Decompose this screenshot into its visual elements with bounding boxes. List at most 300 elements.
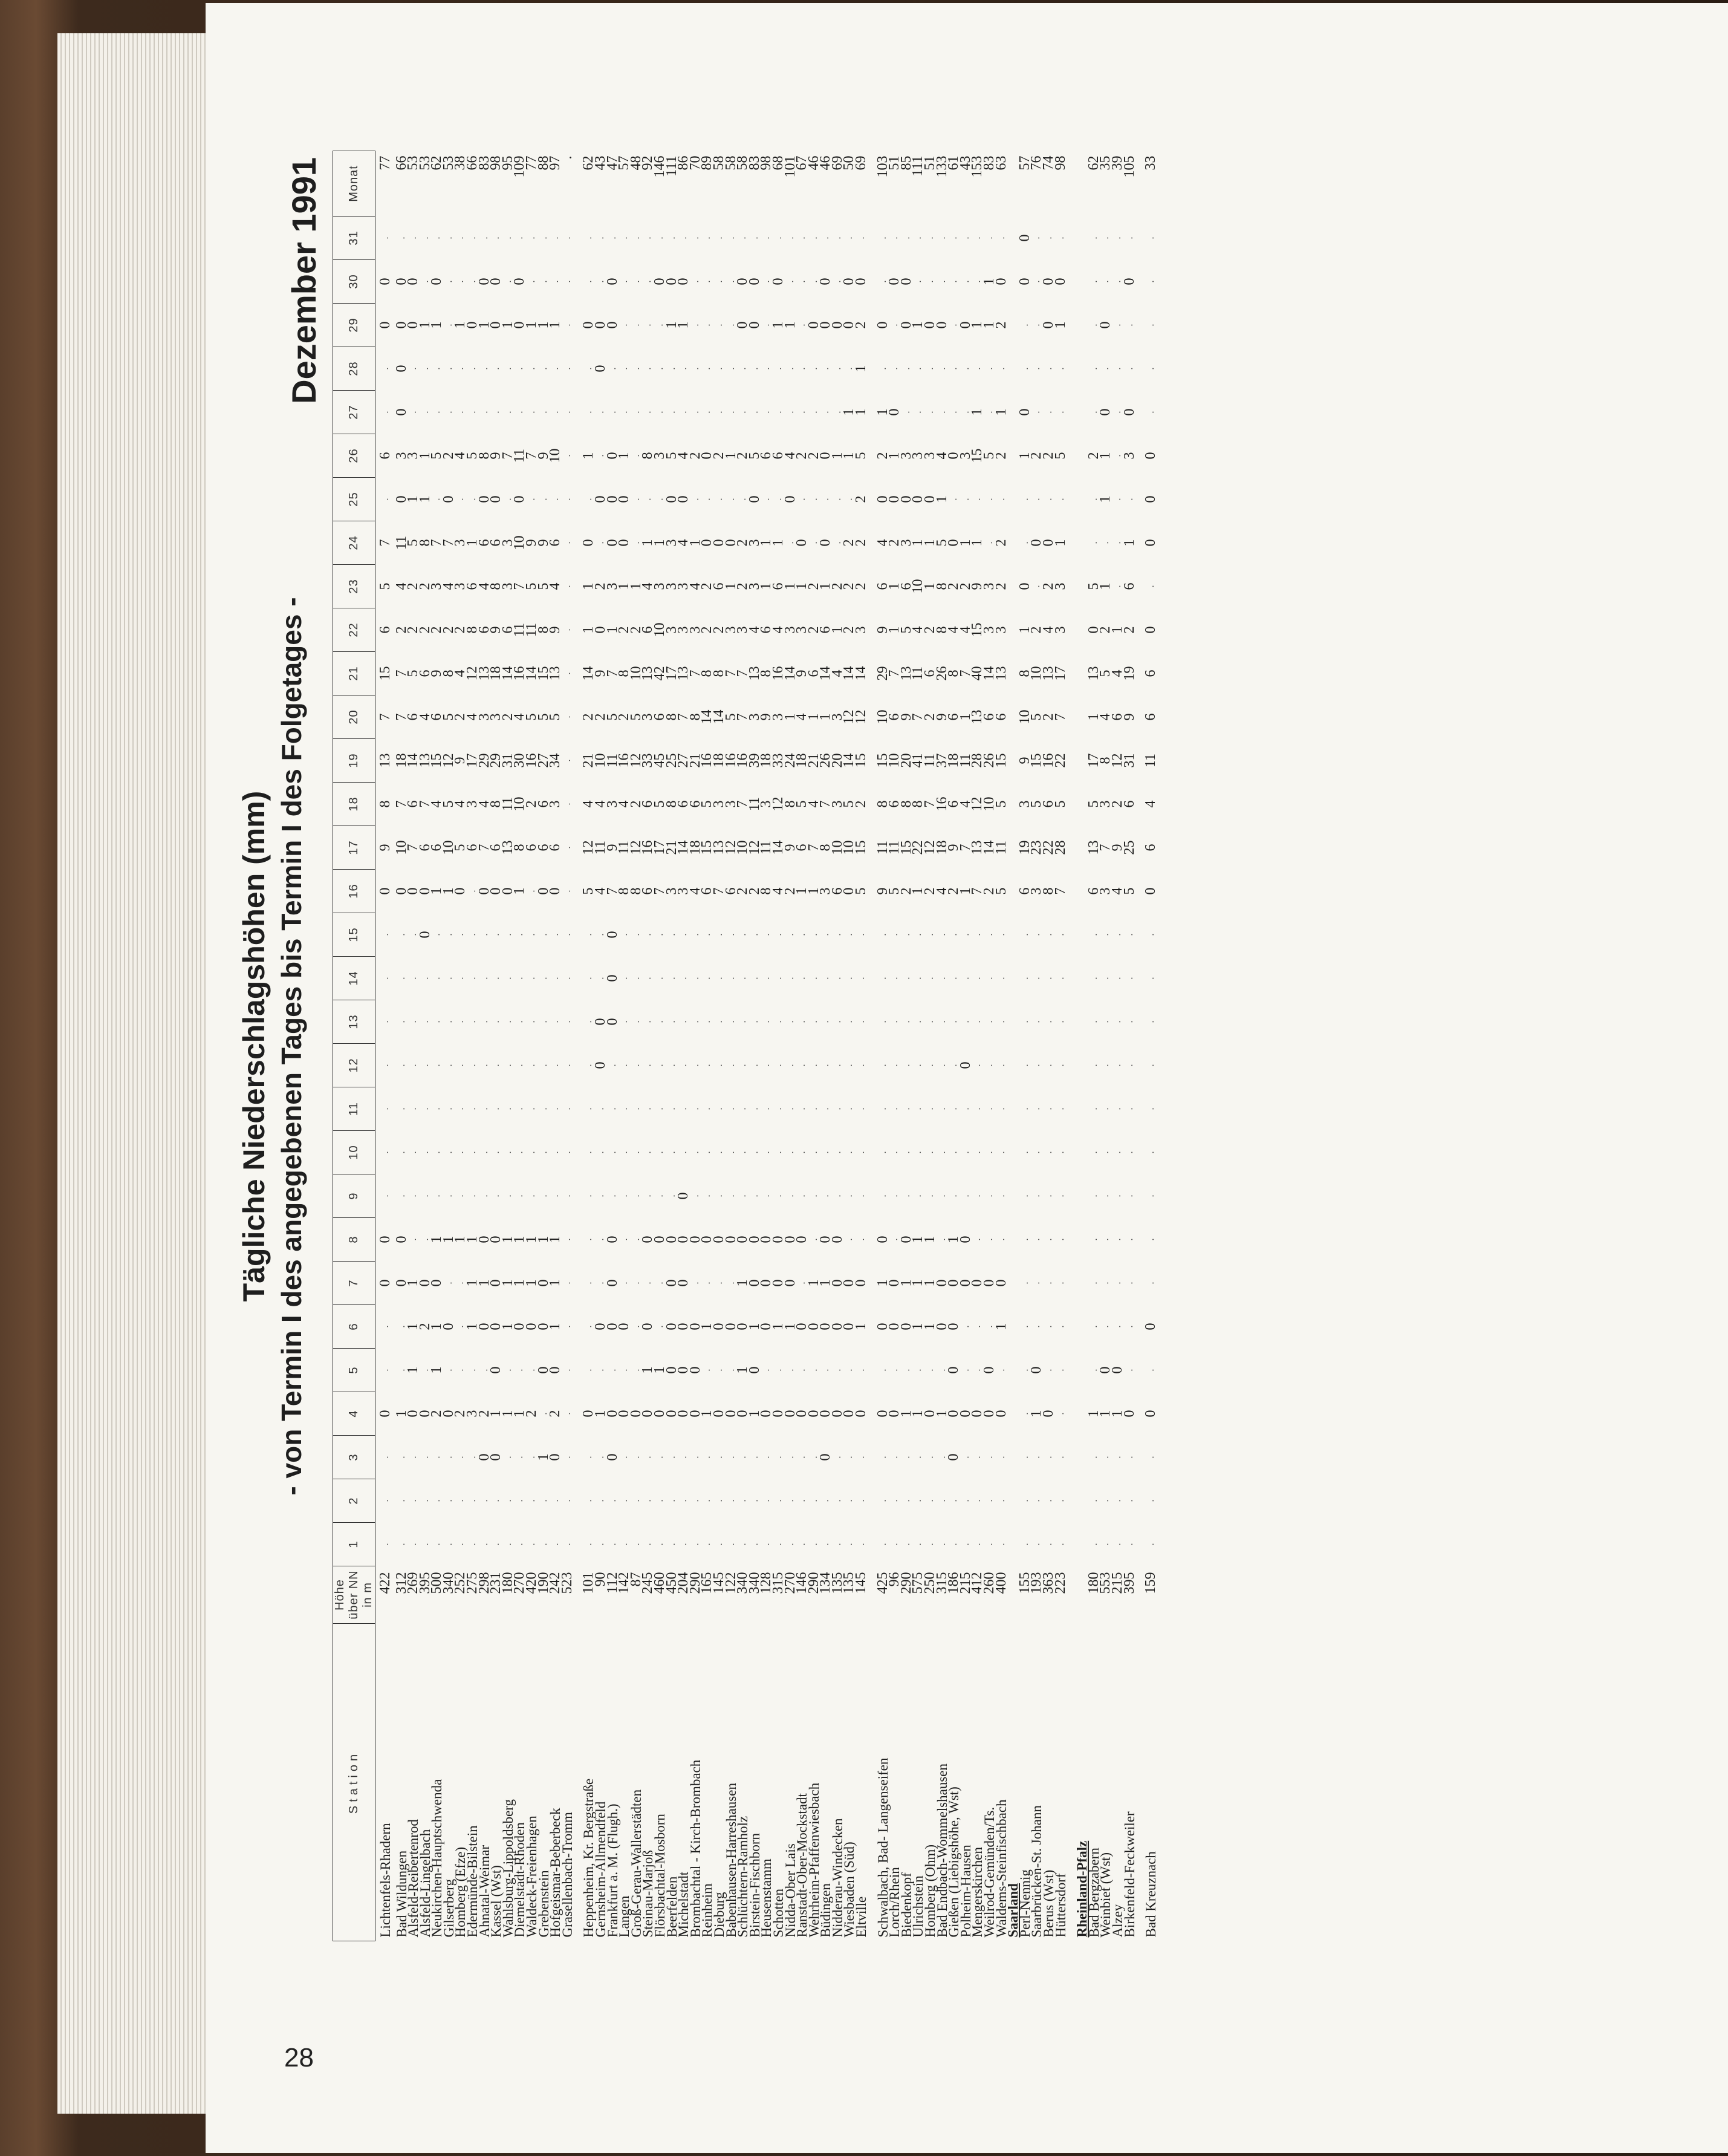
daily-value: 8 [910,800,926,808]
daily-value: . [1146,1499,1157,1502]
daily-value: 1 [993,408,1009,416]
daily-value: . [619,1238,630,1241]
daily-value: . [856,1020,867,1023]
daily-value: . [1100,1325,1111,1328]
daily-value: . [420,1194,430,1197]
daily-value: . [619,1151,630,1154]
daily-value: 1 [746,1323,762,1330]
daily-value: 7 [723,669,739,677]
daily-value: . [738,933,749,936]
daily-value: . [877,367,888,370]
daily-value: . [443,1456,454,1459]
daily-value: 0 [946,1453,962,1461]
daily-value: 7 [957,669,973,677]
table-row [678,151,690,1941]
daily-value: 5 [981,452,997,460]
daily-value: . [420,411,430,414]
daily-value: 5 [853,887,869,895]
daily-value: . [797,1020,808,1023]
daily-value: . [562,1107,573,1110]
daily-value: 1 [616,582,632,590]
daily-value: . [527,890,538,893]
station-name: Gilserberg [441,1878,456,1938]
daily-value: . [455,1020,466,1023]
daily-value: 1 [957,539,973,547]
day-header: 5 [333,1349,375,1392]
daily-value: . [396,1107,407,1110]
daily-value: 12 [464,666,481,681]
station-altitude: 231 [488,1572,504,1594]
daily-value: . [949,498,960,501]
daily-value: . [654,324,665,327]
daily-value: 0 [946,1279,962,1287]
monthly-total: 46 [805,155,822,171]
table-row [701,151,713,1941]
daily-value: . [596,236,606,239]
daily-value: 0 [628,1410,644,1418]
daily-value: 0 [886,1410,903,1418]
daily-value: . [502,1064,513,1067]
daily-value: 0 [547,1453,564,1461]
daily-value: 7 [604,669,620,677]
daily-value [1076,1044,1088,1087]
daily-value: 3 [651,582,667,590]
daily-value: . [1100,1151,1111,1154]
daily-value: . [538,280,549,283]
daily-value: . [913,1194,924,1197]
daily-value: 6 [758,626,775,634]
daily-value: 12 [440,753,456,768]
daily-value: . [380,411,391,414]
daily-value: 3 [640,713,656,721]
daily-value: . [432,1194,443,1197]
daily-value: . [1146,1369,1157,1372]
daily-value: . [901,1456,912,1459]
daily-value: 15 [969,622,986,637]
daily-value: . [562,1282,573,1285]
daily-value: . [773,1194,784,1197]
daily-value: 2 [616,713,632,721]
daily-value: . [502,1499,513,1502]
daily-value: . [901,1543,912,1546]
daily-value: 0 [675,1236,692,1243]
daily-value: . [808,1194,819,1197]
daily-value: . [960,498,971,501]
station-name: Nidderau-Windecken [830,1818,845,1938]
daily-value: 4 [417,713,433,721]
daily-value: . [515,1543,525,1546]
daily-value: 0 [782,1410,798,1418]
daily-value: . [738,1499,749,1502]
station-altitude: 270 [782,1572,798,1594]
daily-value: 4 [934,887,950,895]
daily-value: 0 [405,887,421,895]
daily-value: . [785,1194,796,1197]
daily-value: . [550,498,561,501]
daily-value: 4 [675,452,692,460]
daily-value: . [1055,367,1066,370]
daily-value: 13 [499,840,516,855]
daily-value: 0 [1097,321,1114,329]
month-label: Dezember 1991 [285,157,323,404]
daily-value: . [420,1064,430,1067]
daily-value: 4 [957,800,973,808]
daily-value: . [443,280,454,283]
station-name: Lichtenfels-Rhadern [377,1823,393,1938]
daily-value: . [583,1238,594,1241]
daily-value: . [631,1064,642,1067]
daily-value: 14 [841,666,857,681]
daily-value: . [844,1151,855,1154]
table-row [502,151,515,1941]
table-row [375,151,396,1941]
station-altitude: 122 [723,1572,739,1594]
daily-value: . [420,1020,430,1023]
daily-value: 0 [1040,278,1056,285]
daily-value: . [666,1499,677,1502]
daily-value: 12 [1109,753,1125,768]
daily-value: 4 [957,626,973,634]
daily-value: 3 [758,800,775,808]
daily-value: 27 [535,753,551,768]
daily-value: . [797,280,808,283]
daily-value: . [972,1151,983,1154]
daily-value: 3 [675,887,692,895]
daily-value: 1 [452,1236,469,1243]
daily-value: . [596,1499,606,1502]
daily-value: . [960,1107,971,1110]
daily-value: . [515,1369,525,1372]
daily-value: 1 [1085,713,1102,721]
daily-value: 1 [782,321,798,329]
daily-value: 11 [593,840,608,855]
table-row [1112,151,1124,1941]
daily-value: . [643,1194,654,1197]
daily-value: 1 [512,1279,528,1287]
daily-value: 1 [616,452,632,460]
daily-value: 0 [957,1061,973,1069]
daily-value: . [678,236,689,239]
station-altitude: 180 [499,1572,516,1594]
daily-value: 13 [898,666,914,681]
daily-value: . [455,977,466,980]
daily-value: . [527,1499,538,1502]
station-altitude: 412 [969,1572,986,1594]
station-altitude: 242 [547,1572,564,1594]
table-row [467,151,479,1941]
daily-value: . [1055,977,1066,980]
daily-value: . [832,541,843,544]
daily-value: 1 [464,539,481,547]
daily-value: . [619,977,630,980]
daily-value: . [877,1151,888,1154]
daily-value: 5 [405,669,421,677]
daily-value: . [467,933,478,936]
daily-value: 14 [710,709,727,725]
daily-value: . [631,1107,642,1110]
page-subtitle: - von Termin I des angegebenen Tages bis Termin I des Folgetages - [276,597,307,1496]
daily-value: 1 [417,452,433,460]
daily-value: . [479,367,490,370]
daily-value: 0 [580,539,597,547]
daily-value: 4 [452,669,469,677]
daily-value: 13 [1085,666,1102,681]
daily-value: 1 [922,1279,938,1287]
daily-value: . [1124,1064,1135,1067]
daily-value: 6 [640,626,656,634]
daily-value: 1 [910,1279,926,1287]
daily-value: . [1146,411,1157,414]
daily-value: . [749,933,760,936]
daily-value: 5 [405,539,421,547]
station-name: Hofgeismar-Beberbeck [548,1808,564,1938]
daily-value: . [1146,280,1157,283]
daily-value: . [596,933,606,936]
daily-value: . [901,1064,912,1067]
daily-value: . [761,324,772,327]
daily-value: 0 [604,321,620,329]
table-row [514,151,526,1941]
daily-value: 0 [604,1279,620,1287]
station-name: Steinau-Marjoß [640,1850,656,1938]
daily-value [1076,1000,1088,1044]
daily-value: . [937,977,947,980]
daily-value: . [583,1369,594,1372]
daily-value: . [550,367,561,370]
daily-value: 0 [651,1410,667,1418]
daily-value: 1 [758,539,775,547]
monthly-total: 98 [758,155,775,171]
daily-value: . [832,1064,843,1067]
monthly-total: 77 [377,155,393,171]
daily-value: . [856,1369,867,1372]
daily-value: . [1055,1499,1066,1502]
daily-value: 2 [735,452,751,460]
daily-value: . [1043,1499,1054,1502]
daily-value: . [773,1064,784,1067]
daily-value: 1 [910,539,926,547]
daily-value: . [761,933,772,936]
daily-value: . [538,1412,549,1415]
daily-value: . [844,1499,855,1502]
daily-value: . [432,498,443,501]
daily-value: 8 [628,887,644,895]
rotated-content [236,139,1699,1953]
daily-value: 0 [663,1410,680,1418]
daily-value: . [1019,1064,1030,1067]
daily-value: 1 [794,887,810,895]
daily-value: . [773,1020,784,1023]
daily-value: 0 [1143,495,1159,503]
daily-value: 0 [604,1018,620,1026]
daily-value: 0 [898,495,914,503]
daily-value: . [773,498,784,501]
daily-value: 0 [710,1323,727,1330]
daily-value: 6 [1143,713,1159,721]
daily-value: . [996,1238,1007,1241]
daily-value: 0 [616,1410,632,1418]
station-altitude: 312 [393,1572,409,1594]
daily-value: 18 [687,840,703,855]
daily-value: . [1031,1107,1042,1110]
daily-value: . [1055,236,1066,239]
daily-value: 2 [699,626,715,634]
daily-value: 4 [934,452,950,460]
daily-value: 0 [1028,1366,1045,1374]
daily-value: . [562,585,573,588]
spacer-row [868,151,877,1941]
station-name: Wahlsburg-Lippoldsberg [500,1799,516,1938]
daily-value: . [761,977,772,980]
daily-value: 0 [946,452,962,460]
daily-value: . [820,236,831,239]
daily-value: 5 [723,713,739,721]
daily-value: . [443,1151,454,1154]
daily-value: . [396,1064,407,1067]
daily-value: 0 [377,278,393,285]
daily-value: 3 [464,800,481,808]
monthly-total: 98 [1052,155,1068,171]
daily-value: 0 [393,321,409,329]
daily-value: . [1043,1064,1054,1067]
daily-value: 0 [476,495,492,503]
daily-value: 25 [1121,840,1137,855]
daily-value: . [643,1543,654,1546]
station-name: Gießen (Liebigshöhe, Wst) [946,1786,962,1938]
daily-value: 8 [377,800,393,808]
daily-value: . [455,280,466,283]
daily-value [1076,1131,1088,1174]
daily-value: . [1088,1151,1099,1154]
table-row [562,151,574,1941]
daily-value: . [491,1499,502,1502]
station-name: Lorch/Rhein [887,1867,903,1938]
monthly-total: 105 [1121,155,1137,178]
station-altitude: 340 [440,1572,456,1594]
daily-value: . [785,1369,796,1372]
daily-value: . [925,1064,936,1067]
daily-value: . [380,1543,391,1546]
daily-value: . [690,1499,701,1502]
daily-value: . [1088,541,1099,544]
daily-value: . [479,1369,490,1372]
station-altitude: 90 [593,1572,608,1587]
daily-value: . [583,977,594,980]
daily-value: 6 [699,887,715,895]
monthly-total: 68 [770,155,786,171]
daily-value: . [1019,1194,1030,1197]
daily-value: . [654,1499,665,1502]
daily-value: . [1146,1064,1157,1067]
daily-value: . [583,1064,594,1067]
daily-value: 7 [440,539,456,547]
daily-value: . [479,1151,490,1154]
daily-value: 2 [1040,452,1056,460]
daily-value: . [467,1194,478,1197]
daily-value: 0 [874,1323,891,1330]
daily-value: 5 [524,582,540,590]
daily-value: 1 [1016,452,1033,460]
station-name: Weinbiet (Wst) [1098,1852,1114,1938]
daily-value: . [972,1107,983,1110]
daily-value: 3 [499,539,516,547]
station-name: Langen [617,1895,632,1938]
day-header: 15 [333,913,375,957]
daily-value: 0 [512,495,528,503]
daily-value: . [713,498,724,501]
daily-value: 9 [1121,713,1137,721]
daily-value: 2 [1028,452,1045,460]
daily-value: 0 [735,1236,751,1243]
daily-value: 1 [651,1366,667,1374]
daily-value: 13 [675,666,692,681]
daily-value: . [678,1543,689,1546]
daily-value: . [443,1369,454,1372]
daily-value: . [972,1543,983,1546]
daily-value: 9 [535,452,551,460]
daily-value: . [702,1064,713,1067]
daily-value: . [1088,236,1099,239]
table-row [619,151,631,1941]
daily-value: . [467,1020,478,1023]
daily-value: 0 [476,1323,492,1330]
daily-value: 17 [464,753,481,768]
daily-value: 6 [794,844,810,852]
daily-value: . [832,1499,843,1502]
station-name: Bad Endbach-Wommelshausen [934,1764,950,1938]
daily-value: 3 [922,452,938,460]
daily-value: . [502,1456,513,1459]
table-row [996,151,1008,1941]
table-row [843,151,856,1941]
daily-value: . [832,367,843,370]
station-name: Berus (Wst) [1041,1869,1056,1938]
station-altitude: 269 [405,1572,421,1594]
daily-value: . [1112,1499,1123,1502]
daily-value: 0 [723,1410,739,1418]
daily-value: 0 [616,495,632,503]
daily-value: 0 [886,278,903,285]
daily-value: 7 [969,887,986,895]
daily-value: . [643,411,654,414]
daily-value: . [619,1194,630,1197]
daily-value: . [901,977,912,980]
daily-value: 1 [805,713,822,721]
daily-value: . [1146,236,1157,239]
daily-value: 2 [417,626,433,634]
spacer-row [573,151,583,1941]
daily-value: . [1124,1238,1135,1241]
daily-value: . [380,977,391,980]
daily-value: 1 [547,321,564,329]
daily-value: . [713,1107,724,1110]
daily-value: . [583,1325,594,1328]
daily-value: . [1043,1107,1054,1110]
daily-value: . [738,1456,749,1459]
daily-value: . [937,236,947,239]
page-title: Tägliche Niederschlagshöhen (mm) [237,790,271,1302]
daily-value: . [491,1064,502,1067]
daily-value: . [619,933,630,936]
daily-value: 1 [910,321,926,329]
daily-value: . [877,1020,888,1023]
daily-value: . [901,1369,912,1372]
daily-value: . [502,1369,513,1372]
daily-value: . [844,498,855,501]
daily-value: . [631,1194,642,1197]
daily-value: . [937,1456,947,1459]
daily-value: . [643,1282,654,1285]
